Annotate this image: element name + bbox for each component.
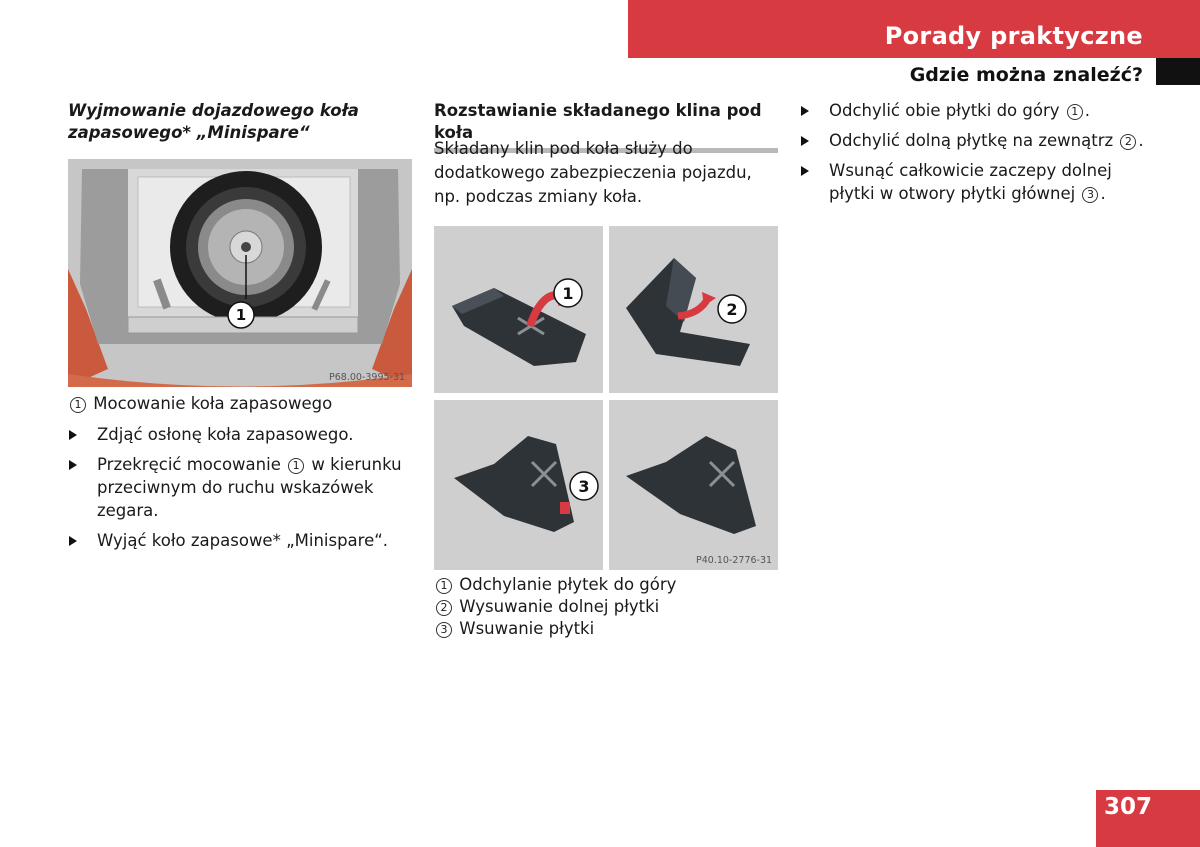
spare-wheel-photo <box>68 159 412 387</box>
panel-callout-1: 1 <box>562 284 574 303</box>
bullet-arrow-icon <box>801 106 809 116</box>
step-number: 2 <box>1120 134 1136 150</box>
subheader-tab-marker <box>1156 58 1200 85</box>
step-text-before: Odchylić dolną płytkę na zewnątrz <box>829 131 1119 150</box>
legend-item <box>434 618 594 640</box>
bullet-arrow-icon <box>801 166 809 176</box>
wheel-chock-steps <box>800 99 1145 212</box>
step-text-after: . <box>1084 101 1090 120</box>
wheel-chock-heading: Rozstawianie składanego klina pod koła <box>434 100 778 153</box>
step-item <box>800 99 1145 122</box>
legend-text: Wysuwanie dolnej płytki <box>459 597 660 616</box>
step-text: Zdjąć osłonę koła zapasowego. <box>97 425 354 444</box>
page-number-box <box>1096 790 1200 847</box>
section-title: Porady praktyczne <box>884 22 1143 50</box>
section-subtitle: Gdzie można znaleźć? <box>909 64 1143 86</box>
bullet-arrow-icon <box>801 136 809 146</box>
bullet-arrow-icon <box>69 460 77 470</box>
spare-wheel-heading-line2: zapasowego* „Minispare“ <box>68 123 310 142</box>
panel-callout-3: 3 <box>578 477 590 496</box>
step-text-before: Wsunąć całkowicie zaczepy dolnej płytki w otwory płytki głównej <box>829 161 1112 203</box>
legend-item <box>434 574 676 596</box>
legend-number: 2 <box>436 600 452 616</box>
wheel-chock-intro: Składany klin pod koła służy do dodatkowego zabezpieczenia pojazdu, np. podczas zmiany koła. <box>434 139 752 206</box>
figure-code-wheel-chock: P40.10-2776-31 <box>696 555 773 566</box>
step-text-before: Przekręcić mocowanie <box>97 455 287 474</box>
step-item <box>68 453 412 522</box>
legend-number: 3 <box>436 622 452 638</box>
legend-item <box>434 596 659 618</box>
bullet-arrow-icon <box>69 430 77 440</box>
legend-text: Odchylanie płytek do góry <box>459 575 677 594</box>
step-text: Wyjąć koło zapasowe* „Minispare“. <box>97 531 389 550</box>
legend-item <box>68 393 332 415</box>
step-text-after: . <box>1100 184 1106 203</box>
figure-code-spare-wheel: P68.00-3995-31 <box>329 372 406 383</box>
spare-wheel-heading-line1: Wyjmowanie dojazdowego koła <box>68 101 359 120</box>
step-number: 1 <box>288 458 304 474</box>
bullet-arrow-icon <box>69 536 77 546</box>
step-text-after: w kierunku przeciwnym do ruchu wskazówek zegara. <box>97 455 402 520</box>
step-item <box>800 159 1145 205</box>
step-item <box>68 529 412 552</box>
legend-number: 1 <box>70 397 86 413</box>
legend-text: Wsuwanie płytki <box>459 619 595 638</box>
step-item <box>800 129 1145 152</box>
wheel-chock-figure <box>434 226 778 570</box>
step-item <box>68 423 412 446</box>
step-text-before: Odchylić obie płytki do góry <box>829 101 1065 120</box>
step-text-after: . <box>1138 131 1144 150</box>
panel-callout-2: 2 <box>726 300 738 319</box>
step-number: 1 <box>1067 104 1083 120</box>
spare-wheel-heading <box>68 100 359 144</box>
photo-callout-1-label: 1 <box>235 306 247 324</box>
legend-text: Mocowanie koła zapasowego <box>93 394 333 413</box>
legend-number: 1 <box>436 578 452 594</box>
page-number: 307 <box>1104 794 1153 820</box>
step-number: 3 <box>1082 187 1098 203</box>
spare-wheel-steps <box>68 423 412 559</box>
